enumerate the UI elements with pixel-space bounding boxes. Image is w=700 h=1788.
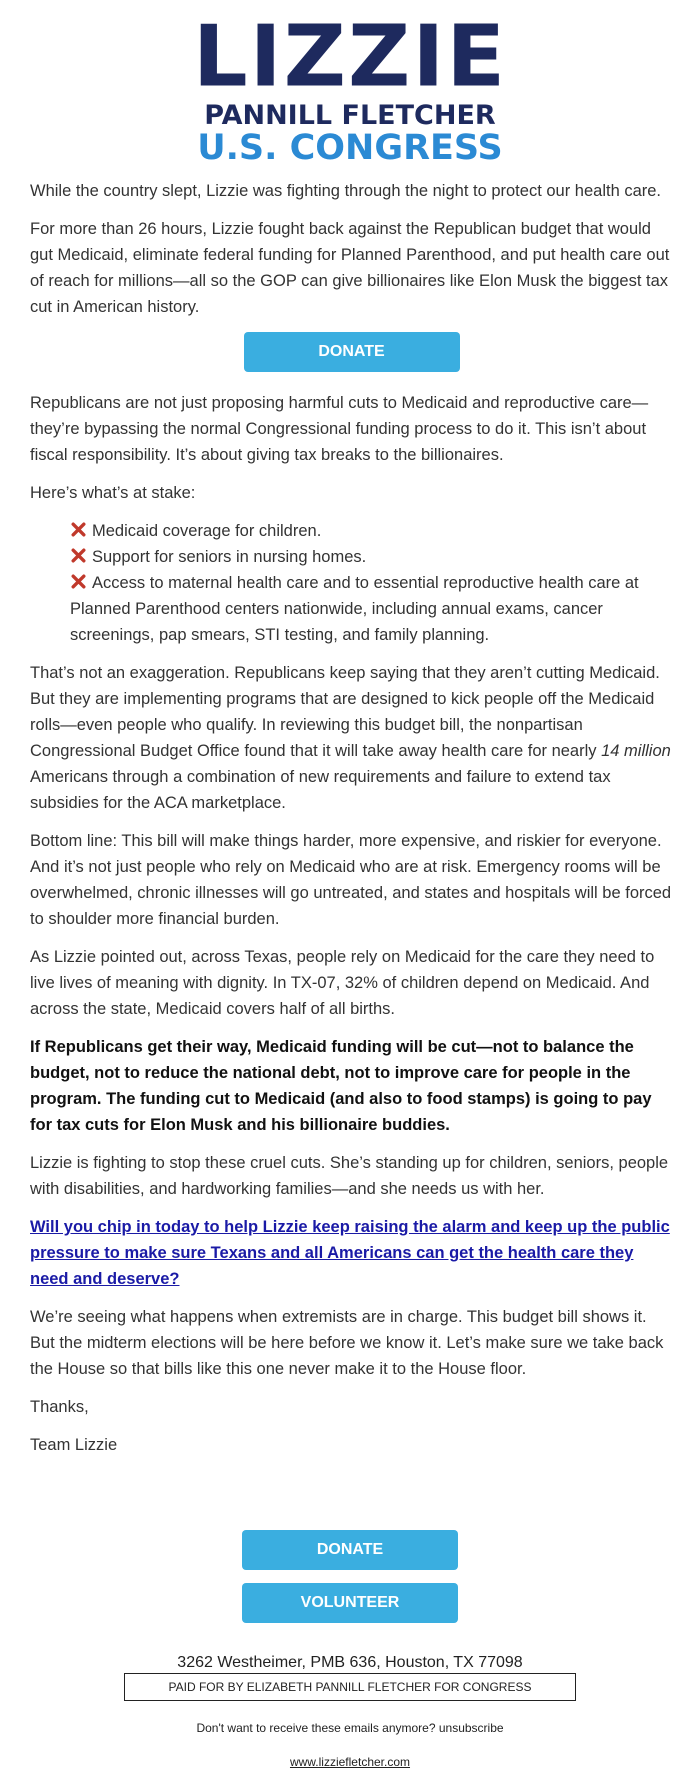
donate-button[interactable]: DONATE [244,332,460,372]
stakes-intro: Here’s what’s at stake: [30,484,196,502]
list-item [70,518,673,544]
fighting-paragraph: Lizzie is fighting to stop these cruel cuts. She’s standing up for children, seniors, people with disabilities, and hardworking families—and she needs us with her. [30,1154,669,1198]
website-footer [0,1755,700,1769]
chip-in-link[interactable]: Will you chip in today to help Lizzie keep raising the alarm and keep up the public pressure to make sure Texans and all Americans can get the health care they need and deserve? [30,1218,670,1288]
email-footer [0,1530,700,1769]
cbo-text-after: Americans through a combination of new requirements and failure to extend tax subsidies for the ACA marketplace. [30,768,611,812]
volunteer-button[interactable]: VOLUNTEER [242,1583,458,1623]
cbo-text-before: That’s not an exaggeration. Republicans keep saying that they aren’t cutting Medicaid. But they are implementing programs that are designed to kick people off the Medicaid rolls—even people who qualify. In reviewing this budget bill, the nonpartisan Congressional Budget Office found that it will take away health care for nearly [30,664,660,760]
website-link[interactable]: www.lizziefletcher.com [289,1755,411,1769]
signoff-text: Team Lizzie [30,1436,118,1454]
exaggeration-paragraph [30,660,673,816]
email-body [30,178,673,1470]
logo-office: U.S. CONGRESS [197,128,503,168]
stake-text: Support for seniors in nursing homes. [92,548,367,566]
extremists-paragraph: We’re seeing what happens when extremists are in charge. This budget bill shows it. But the midterm elections will be here before we know it. Let’s make sure we take back the House so that bills like this one never make it to the House floor. [30,1308,664,1378]
x-mark-icon [70,573,87,590]
bottom-line-paragraph: Bottom line: This bill will make things harder, more expensive, and riskier for everyone. And it’s not just people who rely on Medicaid who are at risk. Emergency rooms will be overwhelmed, chronic illnesses will go untreated, and states and hospitals will be forced to shoulder more financial burden. [30,832,672,928]
stake-text: Access to maternal health care and to essential reproductive health care at Planned Parenthood centers nationwide, including annual exams, cancer screenings, pap smears, STI testing, and family planning. [70,574,639,644]
x-mark-icon [70,547,87,564]
list-item [70,570,673,648]
logo-fullname: PANNILL FLETCHER [204,100,496,131]
footer-donate-button[interactable]: DONATE [242,1530,458,1570]
cta-paragraph [30,1214,673,1292]
stake-text: Medicaid coverage for children. [92,522,322,540]
fight-paragraph: For more than 26 hours, Lizzie fought back against the Republican budget that would gut Medicaid, eliminate federal funding for Planned Parenthood, and put health care out of reach for millions—all so the GOP can give billionaires like Elon Musk the biggest tax cut in American history. [30,220,670,316]
unsubscribe-link[interactable]: Don't want to receive these emails anymore? unsubscribe [196,1721,504,1735]
intro-paragraph: While the country slept, Lizzie was fighting through the night to protect our health care. [30,182,662,200]
campaign-logo [0,8,700,168]
logo-name: LIZZIE [192,8,508,106]
mailing-address: 3262 Westheimer, PMB 636, Houston, TX 77098 [177,1654,523,1671]
texas-paragraph: As Lizzie pointed out, across Texas, people rely on Medicaid for the care they need to live lives of meaning with dignity. In TX-07, 32% of children depend on Medicaid. And across the state, Medicaid covers half of all births. [30,948,655,1018]
paid-for-disclaimer: PAID FOR BY ELIZABETH PANNILL FLETCHER FOR CONGRESS [124,1673,576,1701]
bold-paragraph: If Republicans get their way, Medicaid funding will be cut—not to balance the budget, not to reduce the national debt, not to improve care for people in the program. The funding cut to Medicaid (and also to food stamps) is going to pay for tax cuts for Elon Musk and his billionaire buddies. [30,1038,652,1134]
stakes-list [70,518,673,648]
republicans-paragraph: Republicans are not just proposing harmful cuts to Medicaid and reproductive care—they’re bypassing the normal Congressional funding process to do it. This isn’t about fiscal responsibility. It’s about giving tax breaks to the billionaires. [30,394,649,464]
cbo-figure: 14 million [601,742,671,760]
x-mark-icon [70,521,87,538]
list-item [70,544,673,570]
thanks-text: Thanks, [30,1398,89,1416]
